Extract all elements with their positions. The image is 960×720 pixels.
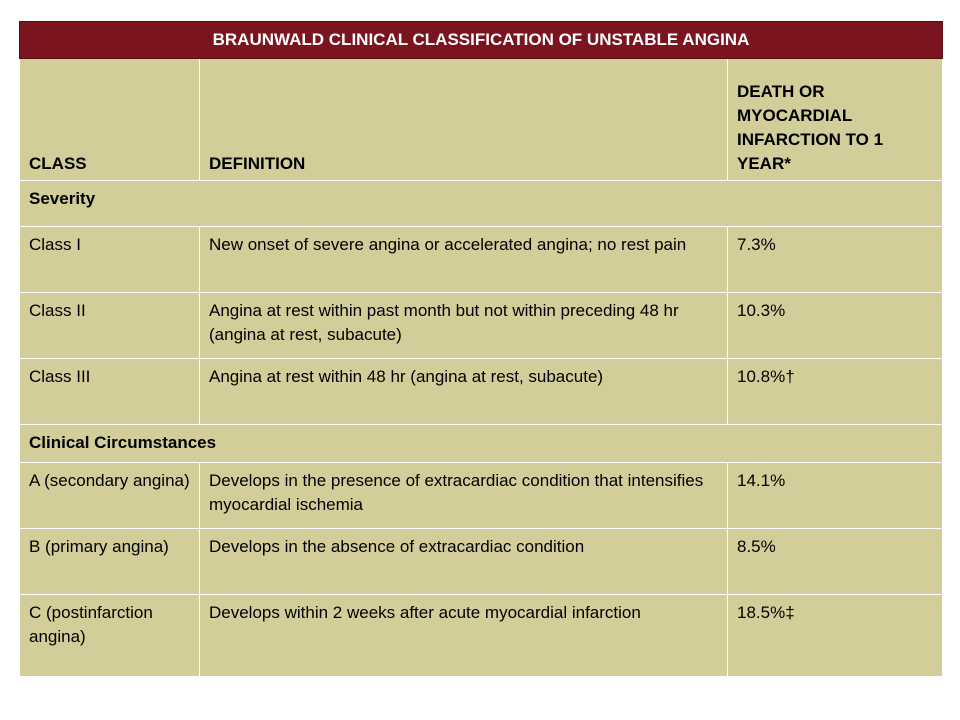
cell-class: B (primary angina)	[20, 529, 200, 595]
header-class: CLASS	[20, 59, 200, 181]
cell-outcome: 7.3%	[728, 227, 943, 293]
classification-table	[19, 21, 943, 677]
table-row	[20, 359, 943, 425]
header-outcome: DEATH OR MYOCARDIAL INFARCTION TO 1 YEAR*	[728, 59, 943, 181]
cell-definition: Angina at rest within past month but not within preceding 48 hr (angina at rest, subacute)	[200, 293, 728, 359]
cell-definition: Develops in the presence of extracardiac condition that intensifies myocardial ischemia	[200, 463, 728, 529]
cell-class: Class III	[20, 359, 200, 425]
table-row	[20, 463, 943, 529]
cell-outcome: 10.8%†	[728, 359, 943, 425]
cell-definition: Develops in the absence of extracardiac condition	[200, 529, 728, 595]
cell-definition: Angina at rest within 48 hr (angina at rest, subacute)	[200, 359, 728, 425]
cell-definition: Develops within 2 weeks after acute myocardial infarction	[200, 595, 728, 677]
section-row-severity	[20, 181, 943, 227]
cell-definition: New onset of severe angina or accelerated angina; no rest pain	[200, 227, 728, 293]
title-row	[20, 22, 943, 59]
cell-outcome: 18.5%‡	[728, 595, 943, 677]
table-row	[20, 293, 943, 359]
table-row	[20, 529, 943, 595]
header-row	[20, 59, 943, 181]
table-title: BRAUNWALD CLINICAL CLASSIFICATION OF UNSTABLE ANGINA	[20, 22, 943, 59]
cell-outcome: 10.3%	[728, 293, 943, 359]
cell-class: Class I	[20, 227, 200, 293]
cell-outcome: 14.1%	[728, 463, 943, 529]
cell-class: A (secondary angina)	[20, 463, 200, 529]
section-label-clinical-circumstances: Clinical Circumstances	[20, 425, 943, 463]
table-row	[20, 595, 943, 677]
cell-class: Class II	[20, 293, 200, 359]
cell-class: C (postinfarction angina)	[20, 595, 200, 677]
cell-outcome: 8.5%	[728, 529, 943, 595]
table-row	[20, 227, 943, 293]
section-label-severity: Severity	[20, 181, 943, 227]
section-row-clinical-circumstances	[20, 425, 943, 463]
header-definition: DEFINITION	[200, 59, 728, 181]
